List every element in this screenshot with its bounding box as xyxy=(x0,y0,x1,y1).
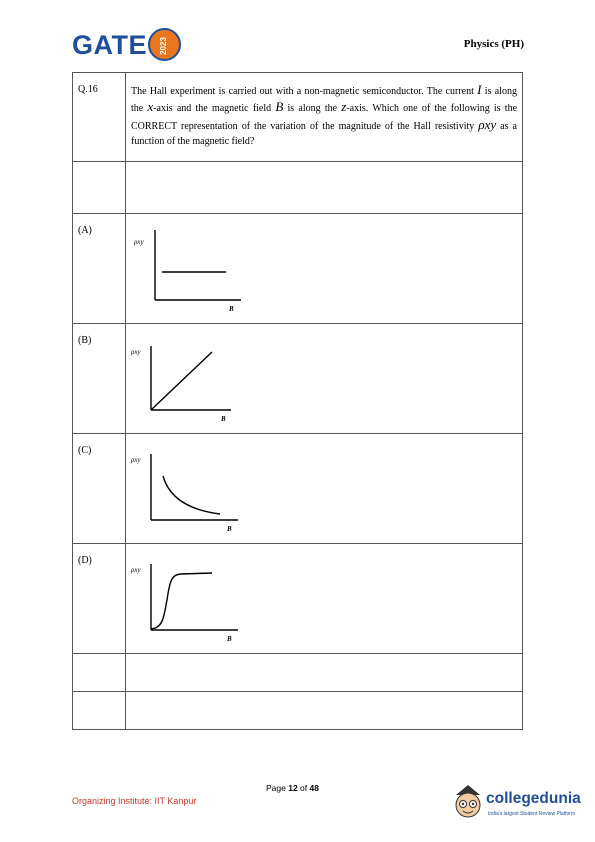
blank-row xyxy=(73,654,523,692)
graph-b-xlabel: B xyxy=(221,415,226,423)
brand-name: collegedunia xyxy=(486,790,581,807)
brand-tagline: India's largest Student Review Platform xyxy=(488,811,576,817)
graph-c-xlabel: B xyxy=(227,525,232,533)
subject-title: Physics (PH) xyxy=(463,38,524,50)
question-text: The Hall experiment is carried out with a non-magnetic semiconductor. The current I is along the x-axis and the magnetic field B is along the z-axis. Which one of the following is the CORRECT representation of the variation of the magnitude of the Hall resistivity ρxy as a function of the magnetic field? xyxy=(131,82,518,147)
question-number: Q.16 xyxy=(73,73,126,162)
blank-row xyxy=(73,692,523,730)
symbol-rho: ρxy xyxy=(478,116,497,132)
mascot-icon xyxy=(450,783,486,823)
organizer-text: Organizing Institute: IIT Kanpur xyxy=(72,796,197,806)
page-number: Page 12 of 48 xyxy=(266,783,319,793)
graph-a xyxy=(126,214,326,320)
graph-a-xlabel: B xyxy=(229,305,234,313)
option-row-c xyxy=(73,434,523,544)
option-label-c: (C) xyxy=(73,434,126,544)
graph-c xyxy=(126,434,326,540)
option-row-d xyxy=(73,544,523,654)
symbol-x: x xyxy=(147,99,154,115)
graph-b-curve xyxy=(151,352,212,410)
question-row xyxy=(73,73,523,162)
graph-b xyxy=(126,324,326,430)
blank-row xyxy=(73,162,523,214)
option-row-b xyxy=(73,324,523,434)
graph-c-ylabel: ρxy xyxy=(131,456,141,464)
graph-a-ylabel: ρxy xyxy=(134,238,144,246)
option-label-b: (B) xyxy=(73,324,126,434)
question-body xyxy=(126,73,523,162)
option-row-a xyxy=(73,214,523,324)
graph-d xyxy=(126,544,326,650)
graph-d-ylabel: ρxy xyxy=(131,566,141,574)
graph-b-ylabel: ρxy xyxy=(131,348,141,356)
symbol-z: z xyxy=(341,99,347,115)
gate-logo-year: 2023 xyxy=(158,37,168,55)
gate-logo xyxy=(72,26,192,70)
option-label-a: (A) xyxy=(73,214,126,324)
question-table xyxy=(72,72,523,730)
gate-logo-text: GATE xyxy=(72,30,147,60)
graph-d-xlabel: B xyxy=(227,635,232,643)
option-label-d: (D) xyxy=(73,544,126,654)
collegedunia-logo xyxy=(450,781,590,826)
graph-c-curve xyxy=(163,476,220,514)
symbol-field: B xyxy=(275,99,284,115)
graph-d-curve xyxy=(151,573,212,629)
symbol-current: I xyxy=(477,82,482,97)
